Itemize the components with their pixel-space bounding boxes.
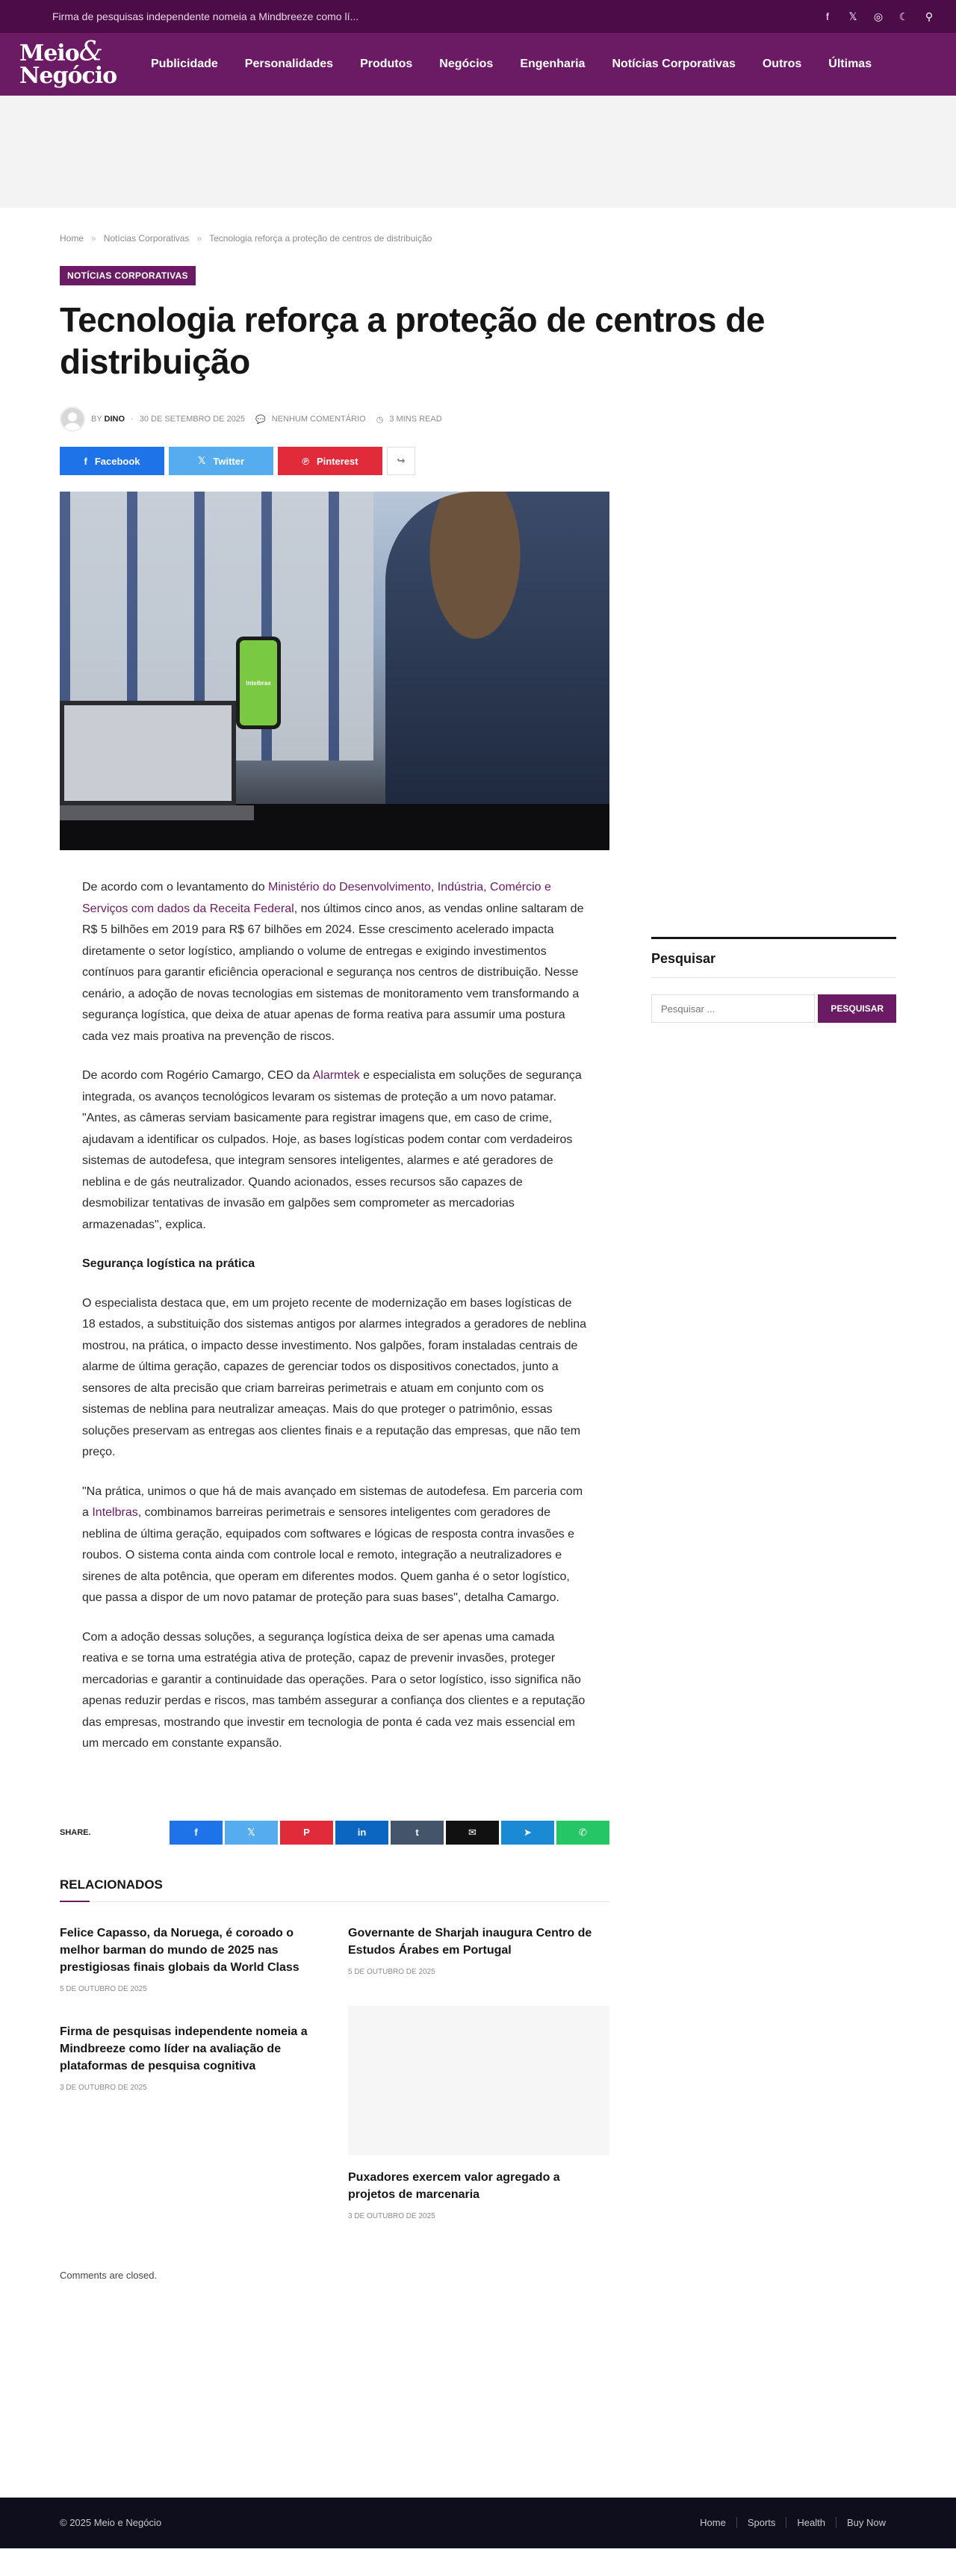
email-icon: ✉ (468, 1826, 477, 1838)
share-more-button[interactable] (387, 447, 415, 475)
related-thumbnail[interactable] (348, 2006, 609, 2155)
related-item (348, 2006, 609, 2220)
sidebar (651, 492, 896, 2281)
related-title[interactable]: Firma de pesquisas independente nomeia a Mindbreeze como líder na avaliação de plataformas de pesquisa cognitiva (60, 2025, 308, 2072)
search-button[interactable]: PESQUISAR (818, 994, 896, 1023)
facebook-icon: f (194, 1827, 198, 1838)
facebook-icon: f (84, 455, 87, 467)
nav-item-personalidades[interactable]: Personalidades (244, 58, 334, 70)
nav-item-outros[interactable]: Outros (762, 58, 802, 70)
nav-item-negocios[interactable]: Negócios (439, 58, 494, 70)
logo-line2: Negócio (19, 63, 117, 89)
related-item (60, 2023, 321, 2092)
sidebar-search (651, 994, 896, 1023)
share-facebook-button[interactable] (170, 1821, 223, 1845)
related-col-right (348, 1925, 609, 2250)
related-item (60, 1925, 321, 1993)
pinterest-icon: ℗ (302, 455, 309, 467)
page-wrap (60, 233, 896, 2281)
pinterest-icon: P (303, 1827, 310, 1838)
category-badge[interactable]: NOTÍCIAS CORPORATIVAS (60, 266, 196, 285)
share-telegram-button[interactable] (501, 1821, 554, 1845)
author-avatar[interactable] (60, 406, 85, 432)
related-section (60, 1877, 609, 2250)
paragraph-2: De acordo com Rogério Camargo, CEO da Alarmtek e especialista em soluções de segurança integrada, os avanços tecnológicos levaram os sistemas de proteção a um novo patamar. "Antes, as câmeras serviam basicamente para registrar imagens que, em caso de crime, ajudavam a identificar os culpados. Hoje, as bases logísticas podem contar com verdadeiros sistemas de autodefesa, que integram sensores inteligentes, alarmes e até geradores de neblina e de gás neutralizador. Quando acionados, esses recursos são capazes de desmobilizar tentativas de invasão em galpões sem comprometer as mercadorias armazenadas", explica. (82, 1069, 582, 1231)
news-ticker[interactable]: Firma de pesquisas independente nomeia a Mindbreeze como lí... (52, 10, 359, 22)
moon-icon[interactable]: ☾ (898, 10, 909, 22)
meta-dash: · (131, 415, 134, 424)
phone (236, 637, 281, 729)
nav-item-publicidade[interactable]: Publicidade (151, 58, 218, 70)
nav-links (137, 58, 885, 71)
share-linkedin-button[interactable] (335, 1821, 388, 1845)
author-name: DINO (104, 415, 125, 424)
nav-item-produtos[interactable]: Produtos (360, 58, 413, 70)
x-icon: 𝕏 (247, 1826, 255, 1838)
top-bar (0, 0, 956, 33)
footer (0, 2498, 956, 2548)
share-bar-top (60, 447, 896, 475)
related-col-left (60, 1925, 321, 2250)
breadcrumb-separator: » (196, 233, 202, 244)
article-title: Tecnologia reforça a proteção de centros de distribuição (60, 300, 765, 381)
featured-image (60, 492, 609, 850)
linkedin-icon: in (357, 1827, 367, 1838)
related-date: 3 DE OUTUBRO DE 2025 (60, 2083, 147, 2092)
share-label: SHARE. (60, 1827, 91, 1837)
share-pinterest-button[interactable] (280, 1821, 333, 1845)
article-body (60, 850, 609, 1755)
top-icons (822, 10, 935, 23)
share-tumblr-button[interactable] (391, 1821, 444, 1845)
footer-link-buy-now[interactable]: Buy Now (836, 2517, 896, 2528)
laptop (60, 701, 236, 805)
footer-link-sports[interactable]: Sports (736, 2517, 786, 2528)
article-subheading: Segurança logística na prática (82, 1257, 255, 1270)
breadcrumb-separator: » (91, 233, 96, 244)
logo-line1: Meio& (19, 37, 102, 67)
clock-icon: ◷ (371, 415, 384, 424)
share-bar-bottom (60, 1821, 609, 1845)
share-x-button[interactable] (225, 1821, 278, 1845)
nav-item-ultimas[interactable]: Últimas (828, 58, 872, 70)
breadcrumb (60, 233, 896, 244)
footer-link-health[interactable]: Health (786, 2517, 836, 2528)
content-layout (60, 492, 896, 2281)
search-icon[interactable]: ⚲ (925, 10, 934, 22)
comment-icon: 💬 (250, 415, 266, 424)
related-date: 3 DE OUTUBRO DE 2025 (348, 2211, 435, 2220)
facebook-icon[interactable]: f (826, 10, 829, 22)
related-heading: RELACIONADOS (60, 1877, 609, 1902)
ad-space (0, 96, 956, 208)
x-icon: 𝕏 (197, 455, 206, 466)
link-ministerio[interactable]: Ministério do Desenvolvimento, Indústria, Comércio e Serviços com dados da Receita Federal (82, 881, 551, 915)
share-pinterest-button[interactable]: ℗ Pinterest (278, 447, 382, 475)
paragraph-5: Com a adoção dessas soluções, a segurança logística deixa de ser apenas uma camada reativa e se torna uma estratégia ativa de proteção, capaz de prevenir invasões, proteger mercadorias e garantir a continuidade das operações. Para o setor logístico, isso significa não apenas reduzir perdas e riscos, mas também assegurar a confiança dos clientes e a reputação das empresas, mostrando que investir em tecnologia de ponta é cada vez mais essencial em um mercado em constante expansão. (82, 1630, 586, 1750)
share-buttons (170, 1821, 609, 1845)
share-email-button[interactable] (446, 1821, 499, 1845)
link-intelbras[interactable]: Intelbras (92, 1506, 138, 1519)
footer-links (689, 2517, 896, 2528)
related-item (348, 1925, 609, 1976)
meta-by: BY DINO (91, 415, 125, 424)
site-logo[interactable] (19, 37, 120, 89)
instagram-icon[interactable]: ◎ (873, 10, 884, 22)
person-figure (385, 492, 609, 805)
meta-read-time: 3 MINS READ (389, 415, 442, 424)
tumblr-icon: t (415, 1827, 419, 1838)
footer-link-home[interactable]: Home (700, 2517, 726, 2528)
whatsapp-icon: ✆ (579, 1826, 587, 1838)
main-nav (0, 33, 956, 96)
breadcrumb-section[interactable]: Notícias Corporativas (103, 233, 190, 244)
article-meta (60, 406, 896, 432)
share-whatsapp-button[interactable] (556, 1821, 609, 1845)
related-date: 5 DE OUTUBRO DE 2025 (348, 1967, 435, 1976)
related-title[interactable]: Governante de Sharjah inaugura Centro de Estudos Árabes em Portugal (348, 1926, 592, 1957)
breadcrumb-current: Tecnologia reforça a proteção de centros de distribuição (209, 233, 432, 244)
x-icon[interactable]: 𝕏 (848, 10, 857, 22)
share-facebook-button[interactable]: f Facebook (60, 447, 164, 475)
breadcrumb-home[interactable]: Home (60, 233, 84, 244)
sidebar-search-title: Pesquisar (651, 937, 896, 978)
comments-closed-notice: Comments are closed. (60, 2269, 158, 2281)
share-icon: ↪ (397, 455, 406, 466)
related-date: 5 DE OUTUBRO DE 2025 (60, 1984, 147, 1993)
nav-item-engenharia[interactable]: Engenharia (520, 58, 586, 70)
main-column (60, 492, 609, 2281)
phone-screen: Intelbras (240, 640, 277, 725)
related-title[interactable]: Puxadores exercem valor agregado a projetos de marcenaria (348, 2170, 560, 2201)
paragraph-4: "Na prática, unimos o que há de mais avançado em sistemas de autodefesa. Em parceria com a Intelbras, combinamos barreiras perimetrais e sensores inteligentes com geradores de neblina de última geração, equipados com softwares e lógicas de resposta contra invasões e roubos. O sistema conta ainda com controle local e remoto, integração a neutralizadores e sirenes de alta potência, que operam em diferentes modos. Quem ganha é o setor logístico, que passa a dispor de um novo patamar de proteção para suas bases", detalha Camargo. (82, 1484, 583, 1604)
nav-item-noticias-corporativas[interactable]: Notícias Corporativas (612, 58, 736, 70)
telegram-icon: ➤ (524, 1826, 532, 1838)
search-input[interactable] (651, 994, 815, 1023)
meta-comments[interactable]: NENHUM COMENTÁRIO (271, 415, 366, 424)
paragraph-1: De acordo com o levantamento do Ministério do Desenvolvimento, Indústria, Comércio e Serviços com dados da Receita Federal, nos últimos cinco anos, as vendas online saltaram de R$ 5 bilhões em 2019 para R$ 67 bilhões em 2024. Esse crescimento acelerado impacta diretamente o setor logístico, ampliando o volume de entregas e exigindo investimentos contínuos para garantir eficiência operacional e segurança nos centros de distribuição. Nesse cenário, a adoção de novas tecnologias em sistemas de monitoramento vem transformando a segurança logística, que deixa de atuar apenas de forma reativa para assumir uma postura cada vez mais proativa na prevenção de riscos. (82, 881, 584, 1043)
footer-copyright: © 2025 Meio e Negócio (60, 2517, 162, 2528)
share-twitter-button[interactable]: 𝕏 Twitter (169, 447, 273, 475)
meta-date: 30 DE SETEMBRO DE 2025 (139, 415, 245, 424)
paragraph-3: O especialista destaca que, em um projeto recente de modernização em bases logísticas de 18 estados, a substituição dos sistemas antigos por alarmes integrados a geradores de neblina mostrou, na prática, o impacto desse investimento. Nos galpões, foram instaladas centrais de alarme de última geração, capazes de gerenciar todos os dispositivos conectados, junto a sensores de alta precisão que criam barreiras perimetrais e atuam em conjunto com os sistemas de neblina para neutralizar ameaças. Mais do que proteger o patrimônio, essas soluções preservam as entregas aos clientes finais e a reputação das empresas, que não tem preço. (82, 1296, 587, 1458)
link-alarmtek[interactable]: Alarmtek (312, 1069, 360, 1082)
related-grid (60, 1925, 609, 2250)
related-title[interactable]: Felice Capasso, da Noruega, é coroado o melhor barman do mundo de 2025 nas prestigiosas finais globais da World Class (60, 1926, 299, 1974)
